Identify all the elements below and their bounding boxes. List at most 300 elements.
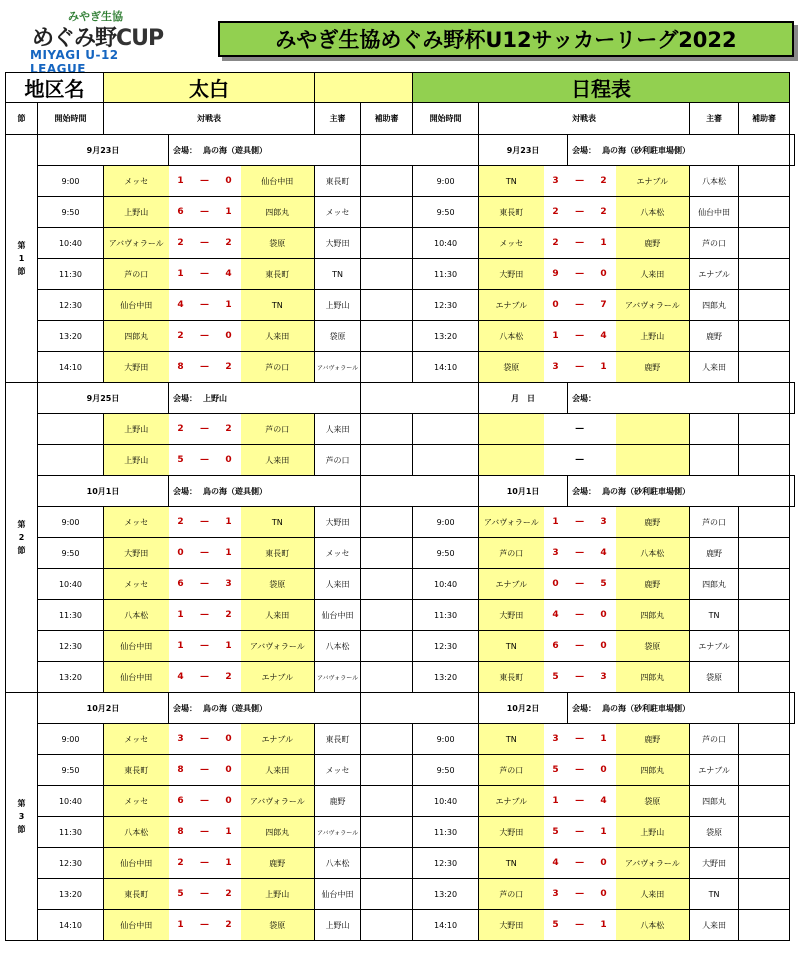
round-label: 第 1 節 <box>6 135 38 383</box>
assistant-referee <box>361 879 413 910</box>
home-team: 東長町 <box>479 197 544 228</box>
away-team: 人来田 <box>241 600 315 631</box>
start-time: 10:40 <box>413 228 479 259</box>
score-dash: — <box>568 631 592 662</box>
home-team: 大野田 <box>479 259 544 290</box>
venue-blank-right <box>790 693 795 724</box>
home-score: 5 <box>169 445 193 476</box>
home-score: 3 <box>544 538 568 569</box>
away-score: 0 <box>217 724 241 755</box>
home-score: 3 <box>169 724 193 755</box>
start-time: 13:20 <box>38 879 104 910</box>
away-team: エナブル <box>241 662 315 693</box>
assistant-referee <box>739 848 790 879</box>
score-dash: — <box>193 166 217 197</box>
home-team: 芦の口 <box>479 755 544 786</box>
match-date-left: 9月23日 <box>38 135 169 166</box>
referee: TN <box>315 259 361 290</box>
referee: 大野田 <box>690 848 739 879</box>
referee: 八本松 <box>690 166 739 197</box>
home-team: 仙台中田 <box>104 631 169 662</box>
away-score: 1 <box>217 197 241 228</box>
home-team: 八本松 <box>104 600 169 631</box>
venue-left <box>169 135 361 166</box>
logo-sub-text: MIYAGI U-12 LEAGUE <box>30 48 119 76</box>
assistant-referee <box>739 352 790 383</box>
start-time: 9:50 <box>38 197 104 228</box>
away-score: 2 <box>217 662 241 693</box>
away-team: 上野山 <box>616 321 690 352</box>
away-team: 袋原 <box>241 910 315 941</box>
score-dash: — <box>193 600 217 631</box>
assistant-referee <box>739 228 790 259</box>
logo-main-text: めぐみ野CUP <box>32 26 164 51</box>
assistant-referee <box>739 197 790 228</box>
referee: メッセ <box>315 755 361 786</box>
away-score: 1 <box>217 507 241 538</box>
assistant-referee <box>361 786 413 817</box>
away-score: 1 <box>592 352 616 383</box>
home-team: 仙台中田 <box>104 662 169 693</box>
away-score: 1 <box>217 290 241 321</box>
venue-label: 会場： <box>572 393 597 403</box>
home-team: エナブル <box>479 786 544 817</box>
start-time: 14:10 <box>413 910 479 941</box>
assistant-referee <box>739 507 790 538</box>
start-time: 11:30 <box>38 817 104 848</box>
home-score: 1 <box>544 321 568 352</box>
home-team: 八本松 <box>104 817 169 848</box>
away-team: 東長町 <box>241 259 315 290</box>
assistant-referee <box>361 197 413 228</box>
col-setsu: 節 <box>6 103 38 135</box>
referee: 人来田 <box>315 569 361 600</box>
match-date-right: 月 日 <box>479 383 568 414</box>
home-team: アバヴォラール <box>104 228 169 259</box>
start-time: 11:30 <box>413 600 479 631</box>
start-time: 14:10 <box>38 910 104 941</box>
start-time: 11:30 <box>38 600 104 631</box>
assistant-referee <box>739 259 790 290</box>
referee: 仙台中田 <box>690 197 739 228</box>
away-team: 上野山 <box>616 817 690 848</box>
score-dash: — <box>193 786 217 817</box>
start-time: 13:20 <box>38 662 104 693</box>
venue-name: 鳥の海（遊具側） <box>203 145 267 155</box>
home-team: 大野田 <box>479 817 544 848</box>
away-team: 四郎丸 <box>616 600 690 631</box>
score-dash: — <box>568 848 592 879</box>
away-team: アバヴォラール <box>616 848 690 879</box>
assistant-referee <box>739 910 790 941</box>
home-team: 八本松 <box>479 321 544 352</box>
away-team: 袋原 <box>241 569 315 600</box>
referee: 八本松 <box>315 848 361 879</box>
col-assistant-left: 補助審 <box>361 103 413 135</box>
away-score: 0 <box>592 848 616 879</box>
assistant-referee <box>361 321 413 352</box>
home-team: エナブル <box>479 569 544 600</box>
district-blank <box>315 73 413 103</box>
away-team: TN <box>241 290 315 321</box>
away-score <box>592 414 616 445</box>
referee: 東長町 <box>315 166 361 197</box>
referee: 仙台中田 <box>315 879 361 910</box>
score-dash: — <box>568 166 592 197</box>
home-team: エナブル <box>479 290 544 321</box>
away-team: 人来田 <box>241 321 315 352</box>
referee: 大野田 <box>315 507 361 538</box>
home-team: メッセ <box>104 569 169 600</box>
away-team: 四郎丸 <box>241 817 315 848</box>
score-dash: — <box>568 724 592 755</box>
referee: 上野山 <box>315 910 361 941</box>
start-time: 9:00 <box>38 507 104 538</box>
start-time: 12:30 <box>413 290 479 321</box>
away-score: 0 <box>592 755 616 786</box>
home-team: 芦の口 <box>479 879 544 910</box>
away-team <box>616 445 690 476</box>
assistant-referee <box>361 631 413 662</box>
match-date-left: 10月1日 <box>38 476 169 507</box>
referee: エナブル <box>690 259 739 290</box>
home-team: 仙台中田 <box>104 848 169 879</box>
referee: 人来田 <box>690 352 739 383</box>
referee: 人来田 <box>315 414 361 445</box>
referee: 上野山 <box>315 290 361 321</box>
score-dash: — <box>193 879 217 910</box>
away-score: 4 <box>217 259 241 290</box>
referee: 四郎丸 <box>690 786 739 817</box>
home-team: 上野山 <box>104 445 169 476</box>
start-time: 9:50 <box>38 538 104 569</box>
home-score: 5 <box>544 817 568 848</box>
home-score: 6 <box>169 786 193 817</box>
score-dash: — <box>193 290 217 321</box>
assistant-referee <box>739 414 790 445</box>
score-dash: — <box>193 910 217 941</box>
score-dash: — <box>193 228 217 259</box>
venue-blank-left <box>361 383 479 414</box>
away-score: 1 <box>217 817 241 848</box>
away-score: 0 <box>217 755 241 786</box>
venue-name: 鳥の海（砂利駐車場側） <box>602 703 691 713</box>
referee: 鹿野 <box>315 786 361 817</box>
assistant-referee <box>361 662 413 693</box>
referee: 芦の口 <box>690 724 739 755</box>
away-score: 2 <box>217 879 241 910</box>
assistant-referee <box>739 290 790 321</box>
district-name: 太白 <box>104 73 315 103</box>
away-score: 5 <box>592 569 616 600</box>
away-team: 八本松 <box>616 538 690 569</box>
home-score: 5 <box>169 879 193 910</box>
referee: 芦の口 <box>690 228 739 259</box>
start-time: 14:10 <box>413 352 479 383</box>
referee: 人来田 <box>690 910 739 941</box>
away-score: 2 <box>217 910 241 941</box>
home-team: 四郎丸 <box>104 321 169 352</box>
start-time: 12:30 <box>413 631 479 662</box>
venue-label: 会場： <box>572 703 597 713</box>
away-score: 0 <box>217 445 241 476</box>
home-team: 大野田 <box>479 910 544 941</box>
logo-top-text: みやぎ生協 <box>68 10 123 23</box>
away-team: 人来田 <box>241 445 315 476</box>
venue-right <box>568 383 790 414</box>
away-score: 2 <box>217 228 241 259</box>
away-team: 東長町 <box>241 538 315 569</box>
home-score: 0 <box>544 290 568 321</box>
home-team: メッセ <box>104 166 169 197</box>
home-score: 2 <box>169 848 193 879</box>
match-date-right: 10月1日 <box>479 476 568 507</box>
start-time: 11:30 <box>413 259 479 290</box>
score-dash: — <box>568 755 592 786</box>
assistant-referee <box>361 538 413 569</box>
home-team: TN <box>479 166 544 197</box>
home-team: メッセ <box>104 724 169 755</box>
home-score: 1 <box>169 600 193 631</box>
home-team: 大野田 <box>104 352 169 383</box>
away-team: 袋原 <box>616 631 690 662</box>
home-score: 2 <box>169 321 193 352</box>
score-dash: — <box>568 321 592 352</box>
home-team: メッセ <box>479 228 544 259</box>
referee: 鹿野 <box>690 538 739 569</box>
home-score: 0 <box>169 538 193 569</box>
schedule-heading: 日程表 <box>413 73 790 103</box>
home-score: 6 <box>169 197 193 228</box>
start-time: 11:30 <box>38 259 104 290</box>
home-team <box>479 445 544 476</box>
home-score: 8 <box>169 352 193 383</box>
venue-label: 会場： <box>173 486 197 496</box>
score-dash: — <box>568 507 592 538</box>
venue-name: 上野山 <box>203 393 227 403</box>
home-score: 8 <box>169 755 193 786</box>
score-dash: — <box>568 662 592 693</box>
away-team: 鹿野 <box>616 724 690 755</box>
away-team: 鹿野 <box>616 352 690 383</box>
start-time <box>413 414 479 445</box>
score-dash: — <box>193 321 217 352</box>
away-score: 0 <box>592 879 616 910</box>
home-score: 4 <box>169 290 193 321</box>
round-label: 第 3 節 <box>6 693 38 941</box>
start-time: 10:40 <box>413 569 479 600</box>
home-score: 1 <box>169 910 193 941</box>
start-time: 10:40 <box>38 228 104 259</box>
home-team: 仙台中田 <box>104 910 169 941</box>
col-referee-left: 主審 <box>315 103 361 135</box>
away-score: 0 <box>217 321 241 352</box>
venue-name: 鳥の海（砂利駐車場側） <box>602 486 691 496</box>
score-dash: — <box>193 631 217 662</box>
venue-name: 鳥の海（砂利駐車場側） <box>602 145 691 155</box>
start-time: 12:30 <box>38 290 104 321</box>
venue-label: 会場： <box>173 393 197 403</box>
assistant-referee <box>739 445 790 476</box>
away-team: 鹿野 <box>616 228 690 259</box>
home-score: 9 <box>544 259 568 290</box>
score-dash: — <box>568 352 592 383</box>
away-score: 4 <box>592 538 616 569</box>
referee: メッセ <box>315 197 361 228</box>
start-time: 9:00 <box>413 724 479 755</box>
referee: 袋原 <box>690 662 739 693</box>
referee: アバヴォラール <box>315 662 361 693</box>
assistant-referee <box>739 569 790 600</box>
start-time: 12:30 <box>38 848 104 879</box>
score-dash: — <box>193 538 217 569</box>
home-score: 6 <box>169 569 193 600</box>
home-team: メッセ <box>104 507 169 538</box>
col-start-left: 開始時間 <box>38 103 104 135</box>
home-score: 3 <box>544 352 568 383</box>
assistant-referee <box>361 910 413 941</box>
score-dash: — <box>193 724 217 755</box>
away-team: エナブル <box>241 724 315 755</box>
start-time: 10:40 <box>413 786 479 817</box>
home-team <box>479 414 544 445</box>
home-team: 袋原 <box>479 352 544 383</box>
col-referee-right: 主審 <box>690 103 739 135</box>
away-team: 四郎丸 <box>616 662 690 693</box>
home-score: 1 <box>544 786 568 817</box>
assistant-referee <box>361 228 413 259</box>
start-time: 9:00 <box>413 507 479 538</box>
score-dash: — <box>193 352 217 383</box>
referee: アバヴォラール <box>315 817 361 848</box>
home-score: 1 <box>169 259 193 290</box>
assistant-referee <box>361 569 413 600</box>
score-dash: — <box>193 662 217 693</box>
away-score: 2 <box>592 166 616 197</box>
home-score: 5 <box>544 662 568 693</box>
score-dash: — <box>193 445 217 476</box>
home-score: 1 <box>544 507 568 538</box>
away-score <box>592 445 616 476</box>
away-team: 上野山 <box>241 879 315 910</box>
referee: 鹿野 <box>690 321 739 352</box>
round-label: 第 2 節 <box>6 383 38 693</box>
home-team: TN <box>479 631 544 662</box>
home-team: アバヴォラール <box>479 507 544 538</box>
home-score: 3 <box>544 724 568 755</box>
assistant-referee <box>361 445 413 476</box>
home-team: 東長町 <box>479 662 544 693</box>
start-time: 13:20 <box>413 662 479 693</box>
home-team: 大野田 <box>104 538 169 569</box>
col-match-left: 対戦表 <box>104 103 315 135</box>
venue-blank-right <box>790 383 795 414</box>
away-score: 1 <box>217 631 241 662</box>
start-time <box>38 445 104 476</box>
score-dash: — <box>193 259 217 290</box>
away-score: 0 <box>217 786 241 817</box>
referee: メッセ <box>315 538 361 569</box>
away-score: 4 <box>592 321 616 352</box>
score-dash: — <box>193 755 217 786</box>
away-score: 2 <box>217 352 241 383</box>
home-team: メッセ <box>104 786 169 817</box>
start-time: 13:20 <box>38 321 104 352</box>
away-team: 鹿野 <box>616 507 690 538</box>
away-score: 1 <box>217 538 241 569</box>
assistant-referee <box>361 352 413 383</box>
assistant-referee <box>739 166 790 197</box>
start-time: 13:20 <box>413 321 479 352</box>
away-team: 袋原 <box>616 786 690 817</box>
assistant-referee <box>361 166 413 197</box>
referee: 仙台中田 <box>315 600 361 631</box>
away-team: 八本松 <box>616 197 690 228</box>
home-score: 5 <box>544 910 568 941</box>
away-score: 1 <box>592 910 616 941</box>
district-label: 地区名 <box>6 73 104 103</box>
venue-left <box>169 383 361 414</box>
home-score: 2 <box>169 228 193 259</box>
start-time: 11:30 <box>413 817 479 848</box>
away-score: 2 <box>217 600 241 631</box>
home-score: 5 <box>544 755 568 786</box>
away-score: 7 <box>592 290 616 321</box>
away-team: 鹿野 <box>241 848 315 879</box>
away-team: アバヴォラール <box>616 290 690 321</box>
match-date-right: 10月2日 <box>479 693 568 724</box>
score-dash: — <box>568 228 592 259</box>
venue-blank-left <box>361 476 479 507</box>
col-assistant-right: 補助審 <box>739 103 790 135</box>
start-time: 13:20 <box>413 879 479 910</box>
venue-name: 鳥の海（遊具側） <box>203 703 267 713</box>
away-score: 1 <box>592 228 616 259</box>
page-title: みやぎ生協めぐみ野杯U12サッカーリーグ2022 <box>218 21 794 57</box>
start-time: 9:50 <box>413 197 479 228</box>
away-score: 0 <box>217 166 241 197</box>
start-time: 14:10 <box>38 352 104 383</box>
away-score: 3 <box>592 662 616 693</box>
away-team <box>616 414 690 445</box>
assistant-referee <box>739 724 790 755</box>
venue-left <box>169 476 361 507</box>
start-time: 9:50 <box>413 755 479 786</box>
away-score: 1 <box>592 724 616 755</box>
score-dash: — <box>193 197 217 228</box>
away-team: 仙台中田 <box>241 166 315 197</box>
match-date-left: 10月2日 <box>38 693 169 724</box>
home-score <box>544 414 568 445</box>
home-score: 1 <box>169 166 193 197</box>
assistant-referee <box>739 817 790 848</box>
col-start-right: 開始時間 <box>413 103 479 135</box>
referee: 大野田 <box>315 228 361 259</box>
assistant-referee <box>361 600 413 631</box>
start-time: 12:30 <box>38 631 104 662</box>
score-dash: — <box>193 507 217 538</box>
referee <box>690 445 739 476</box>
home-score <box>544 445 568 476</box>
venue-label: 会場： <box>572 145 597 155</box>
score-dash: — <box>193 817 217 848</box>
venue-name: 鳥の海（遊具側） <box>203 486 267 496</box>
assistant-referee <box>361 290 413 321</box>
start-time: 10:40 <box>38 786 104 817</box>
home-score: 2 <box>544 197 568 228</box>
home-score: 3 <box>544 166 568 197</box>
score-dash: — <box>568 259 592 290</box>
